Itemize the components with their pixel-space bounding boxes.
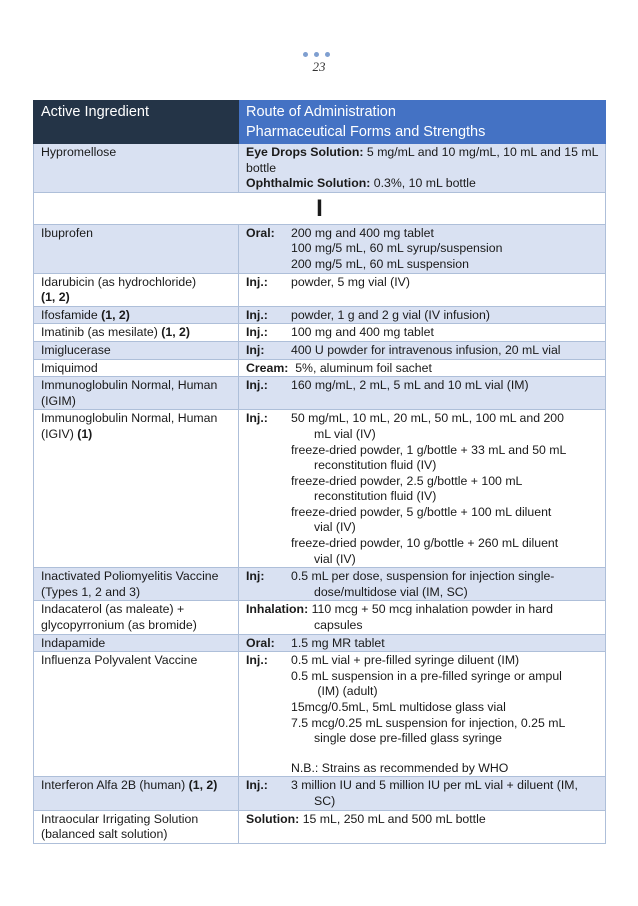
form-value: 50 mg/mL, 10 mL, 20 mL, 50 mL, 100 mL and 200 <box>291 411 564 426</box>
form-value: 0.3%, 10 mL bottle <box>370 176 476 191</box>
ingredient-cell <box>34 273 239 306</box>
table-header-row <box>34 101 606 144</box>
form-value: 110 mcg + 50 mcg inhalation powder in hard <box>308 602 554 617</box>
form-value: mL vial (IV) <box>314 426 376 441</box>
form-value: 0.5 mL vial + pre-filled syringe diluent (IM) <box>291 653 520 668</box>
route-cell <box>239 601 606 634</box>
page-number: 23 <box>312 59 326 74</box>
table-row <box>34 359 606 377</box>
ingredient-cell: Immunoglobulin Normal, Human (IGIM) <box>34 377 239 410</box>
form-value: 1.5 mg MR tablet <box>291 635 385 650</box>
ingredient-name: Ifosfamide <box>41 307 102 322</box>
route-cell <box>239 341 606 359</box>
form-value: 200 mg/5 mL, 60 mL suspension <box>291 256 469 271</box>
form-value: 100 mg and 400 mg tablet <box>291 325 434 340</box>
table-row <box>34 224 606 273</box>
section-letter-row <box>34 192 606 224</box>
strain-note: N.B.: Strains as recommended by WHO <box>291 760 509 775</box>
ingredient-cell: Ibuprofen <box>34 224 239 273</box>
route-cell <box>239 810 606 843</box>
form-value: freeze-dried powder, 2.5 g/bottle + 100 mL <box>291 473 523 488</box>
form-value: vial (IV) <box>314 520 356 535</box>
form-label: Inj.: <box>246 411 268 426</box>
section-letter: I <box>34 192 606 224</box>
form-value: freeze-dried powder, 1 g/bottle + 33 mL and 50 mL <box>291 442 567 457</box>
form-label: Oral: <box>246 635 275 650</box>
form-label: Inj.: <box>246 778 268 793</box>
table-row <box>34 777 606 810</box>
ingredient-cell: Intraocular Irrigating Solution (balanced salt solution) <box>34 810 239 843</box>
form-value: (IM) (adult) <box>314 684 378 699</box>
form-label: Inj.: <box>246 307 268 322</box>
form-value: 100 mg/5 mL, 60 mL syrup/suspension <box>291 241 503 256</box>
form-value: powder, 1 g and 2 g vial (IV infusion) <box>291 307 490 322</box>
route-cell <box>239 144 606 193</box>
table-row <box>34 410 606 568</box>
formulary-table <box>33 100 606 844</box>
table-row <box>34 324 606 342</box>
form-label: Inj.: <box>246 325 268 340</box>
route-cell <box>239 777 606 810</box>
route-cell <box>239 306 606 324</box>
form-value: 0.5 mL suspension in a pre-filled syringe or ampul <box>291 668 562 683</box>
route-cell <box>239 359 606 377</box>
form-value: vial (IV) <box>314 551 356 566</box>
reference-note: (1, 2) <box>101 307 130 322</box>
ingredient-name: Idarubicin (as hydrochloride) <box>41 274 197 289</box>
route-cell <box>239 568 606 601</box>
ingredient-name: Immunoglobulin Normal, Human (IGIV) <box>41 411 218 441</box>
form-value: capsules <box>314 618 363 633</box>
ingredient-name: Interferon Alfa 2B (human) <box>41 778 189 793</box>
ingredient-cell: Imiglucerase <box>34 341 239 359</box>
table-row <box>34 634 606 652</box>
table-row <box>34 377 606 410</box>
form-label: Inj: <box>246 569 265 584</box>
route-cell <box>239 377 606 410</box>
form-value: 0.5 mL per dose, suspension for injection single- <box>291 569 555 584</box>
ingredient-cell: Influenza Polyvalent Vaccine <box>34 652 239 777</box>
form-value: 15 mL, 250 mL and 500 mL bottle <box>299 811 486 826</box>
reference-note: (1, 2) <box>41 290 70 305</box>
header-route-line1: Route of Administration <box>246 104 396 120</box>
form-value: 5 mg/mL and 10 mg/mL, 10 mL and 15 mL bottle <box>246 145 598 175</box>
header-route <box>239 101 606 144</box>
form-value: 15mcg/0.5mL, 5mL multidose glass vial <box>291 700 506 714</box>
ingredient-name: Imatinib (as mesilate) <box>41 325 162 340</box>
form-label: Cream: <box>246 360 289 375</box>
form-value: 400 U powder for intravenous infusion, 20 mL vial <box>291 342 561 357</box>
ingredient-cell <box>34 324 239 342</box>
form-value: 3 million IU and 5 million IU per mL vial + diluent (IM, <box>291 778 578 793</box>
form-value: powder, 5 mg vial (IV) <box>291 274 410 289</box>
reference-note: (1, 2) <box>161 325 190 340</box>
header-active-ingredient: Active Ingredient <box>34 101 239 144</box>
route-cell <box>239 224 606 273</box>
form-label: Ophthalmic Solution: <box>246 176 371 191</box>
route-cell <box>239 634 606 652</box>
route-cell <box>239 652 606 777</box>
form-value: 200 mg and 400 mg tablet <box>291 225 434 240</box>
table-row <box>34 568 606 601</box>
route-cell <box>239 324 606 342</box>
ingredient-cell: Indacaterol (as maleate) + glycopyrronium (as bromide) <box>34 601 239 634</box>
reference-note: (1, 2) <box>188 778 218 793</box>
form-label: Eye Drops Solution: <box>246 145 364 159</box>
form-value: freeze-dried powder, 5 g/bottle + 100 mL diluent <box>291 504 552 519</box>
form-value: reconstitution fluid (IV) <box>314 489 437 504</box>
route-cell <box>239 273 606 306</box>
route-cell <box>239 410 606 568</box>
ingredient-cell <box>34 306 239 324</box>
form-label: Solution: <box>246 811 300 826</box>
form-value: 7.5 mcg/0.25 mL suspension for injection, 0.25 mL <box>291 715 566 730</box>
form-label: Inhalation: <box>246 602 309 617</box>
form-value: reconstitution fluid (IV) <box>314 458 437 473</box>
table-row <box>34 652 606 777</box>
form-value: SC) <box>314 793 336 808</box>
reference-note: (1) <box>77 426 93 441</box>
form-label: Inj: <box>246 342 265 357</box>
form-label: Oral: <box>246 225 275 240</box>
form-value: single dose pre-filled glass syringe <box>314 731 502 746</box>
table-row <box>34 601 606 634</box>
ingredient-cell: Imiquimod <box>34 359 239 377</box>
ingredient-cell: Indapamide <box>34 634 239 652</box>
form-value: dose/multidose vial (IM, SC) <box>314 584 468 599</box>
ingredient-cell: Inactivated Poliomyelitis Vaccine (Types 1, 2 and 3) <box>34 568 239 601</box>
ingredient-cell <box>34 410 239 568</box>
form-value: 160 mg/mL, 2 mL, 5 mL and 10 mL vial (IM) <box>291 378 529 393</box>
header-route-line2: Pharmaceutical Forms and Strengths <box>246 124 486 140</box>
table-row <box>34 144 606 193</box>
form-label: Inj.: <box>246 653 268 668</box>
table-row <box>34 810 606 843</box>
table-row <box>34 273 606 306</box>
ingredient-cell: Hypromellose <box>34 144 239 193</box>
form-value: freeze-dried powder, 10 g/bottle + 260 mL diluent <box>291 536 559 551</box>
ingredient-cell <box>34 777 239 810</box>
table-row <box>34 306 606 324</box>
form-label: Inj.: <box>246 378 268 393</box>
table-row <box>34 341 606 359</box>
form-label: Inj.: <box>246 274 268 289</box>
form-value: 5%, aluminum foil sachet <box>288 360 432 375</box>
